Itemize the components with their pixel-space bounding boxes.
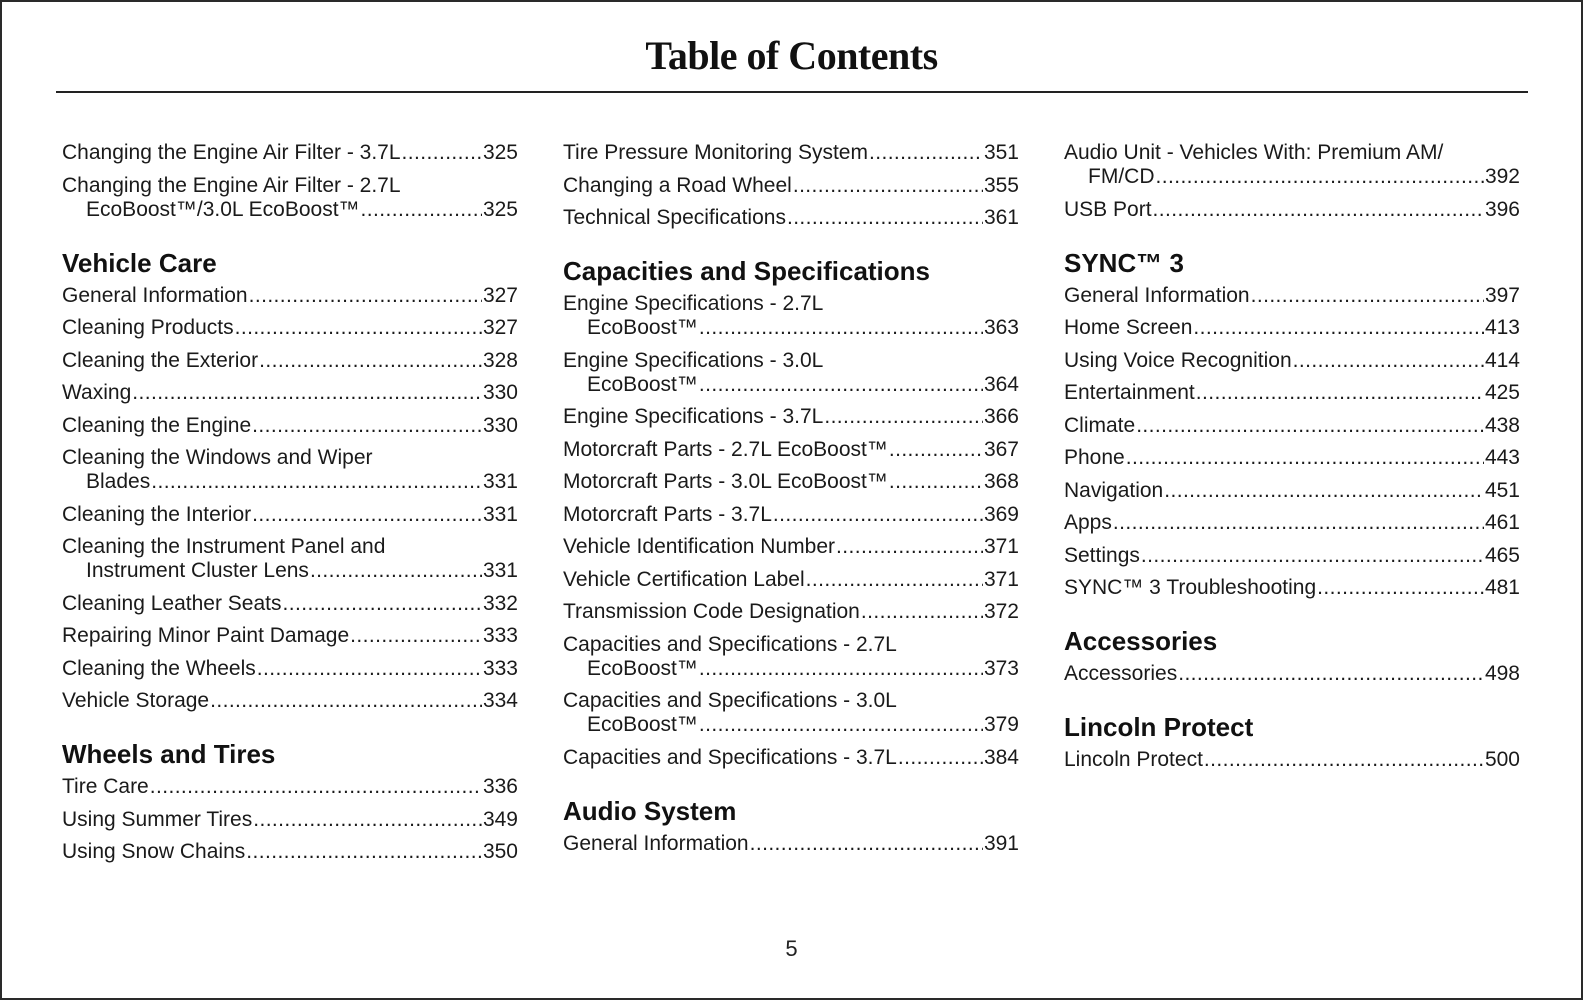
toc-entry-line [563,746,1019,770]
toc-entry-line [563,657,1019,681]
toc-entry[interactable] [1064,414,1520,438]
toc-entry[interactable] [62,316,518,340]
leader-dots [1153,198,1484,222]
toc-entry-title: Using Snow Chains [62,840,246,863]
section-heading: Accessories [1064,626,1218,656]
toc-entry-title: Vehicle Storage [62,689,210,712]
leader-dots [793,174,983,198]
toc-page-number: 332 [482,591,518,615]
toc-entry-line [62,559,518,583]
toc-entry-line [563,316,1019,340]
leader-dots [1126,446,1484,470]
toc-entry[interactable] [563,633,1019,681]
toc-entry-line [62,141,518,165]
leader-dots [252,503,482,527]
toc-entry-line [62,284,518,308]
toc-entry-line [1064,511,1520,535]
toc-entry-line [62,470,518,494]
toc-entry[interactable] [1064,284,1520,308]
toc-entry[interactable] [1064,479,1520,503]
leader-dots [246,840,482,864]
toc-page-number: 461 [1484,511,1520,534]
toc-entry-title: Changing a Road Wheel [563,173,792,197]
toc-entry-line [1064,316,1520,340]
toc-entry-title: Navigation [1064,478,1164,502]
toc-entry[interactable] [563,174,1019,198]
toc-page-number: 361 [983,206,1019,229]
leader-dots [235,316,482,340]
toc-entry-title: Using Summer Tires [62,807,253,831]
toc-entry-title: Motorcraft Parts - 2.7L EcoBoost™ [563,437,888,461]
toc-entry-line [1064,576,1520,600]
section-heading: SYNC™ 3 [1064,247,1184,278]
toc-page-number: 372 [983,600,1019,623]
toc-entry-title: Cleaning Products [62,316,234,339]
leader-dots [869,141,983,165]
toc-page-number: 438 [1484,413,1520,437]
toc-page-number: 481 [1484,576,1520,599]
toc-entry-title: Engine Specifications - 3.7L [563,405,824,428]
toc-entry[interactable] [1064,446,1520,470]
leader-dots [257,657,482,681]
toc-page-number: 443 [1484,446,1520,469]
toc-entry-title: Tire Care [62,775,149,798]
toc-entry[interactable] [62,808,518,832]
toc-entry-line [1064,748,1520,772]
toc-entry-title: Transmission Code Designation [563,600,860,623]
toc-entry[interactable] [62,284,518,308]
toc-entry[interactable] [563,405,1019,429]
toc-entry-title: Tire Pressure Monitoring System [563,141,868,164]
page-title: Table of Contents [645,33,938,78]
toc-entry[interactable] [563,349,1019,397]
toc-entry[interactable] [62,657,518,681]
toc-entry-title: Settings [1064,543,1140,567]
toc-entry-line [563,405,1019,429]
toc-entry[interactable] [563,535,1019,559]
leader-dots [402,141,482,165]
toc-entry-title: General Information [62,283,248,307]
toc-entry-title-continued: FM/CD [1088,165,1155,188]
toc-entry-title: General Information [563,831,749,855]
section-heading: Audio System [563,795,737,826]
toc-page-number: 451 [1484,478,1520,502]
toc-page-number: 330 [482,381,518,404]
leader-dots [898,746,983,770]
leader-dots [1196,381,1484,405]
leader-dots [1156,165,1484,189]
toc-page-number: 465 [1484,543,1520,567]
toc-page-number: 328 [482,348,518,372]
toc-entry-title: Climate [1064,413,1136,437]
toc-entry-title: SYNC™ 3 Troubleshooting [1064,576,1317,599]
toc-entry[interactable] [1064,381,1520,405]
leader-dots [1293,349,1484,373]
toc-entry[interactable] [62,592,518,616]
toc-entry[interactable] [1064,349,1520,373]
toc-entry[interactable] [62,381,518,405]
leader-dots [1317,576,1484,600]
toc-entry[interactable] [62,174,518,222]
leader-dots [252,414,482,438]
toc-entry-title-continued: EcoBoost™/3.0L EcoBoost™ [86,197,360,221]
toc-entry-line [1064,414,1520,438]
leader-dots [806,568,983,592]
toc-entry[interactable] [563,746,1019,770]
toc-page-number: 413 [1484,316,1520,339]
leader-dots [283,592,482,616]
section-heading: Capacities and Specifications [563,256,931,286]
toc-page-number: 351 [983,141,1019,164]
toc-page-number: 392 [1484,165,1520,188]
toc-page-number: 333 [482,624,518,647]
toc-entry-title: Capacities and Specifications - 2.7L [563,632,897,656]
toc-entry-title-continued: EcoBoost™ [587,316,698,339]
toc-page-number: 366 [983,405,1019,428]
leader-dots [699,713,983,737]
toc-entry-line [62,808,518,832]
toc-entry[interactable] [62,141,518,165]
toc-page-number: 498 [1484,662,1520,685]
leader-dots [787,206,983,230]
toc-entry-line [563,503,1019,527]
toc-entry[interactable] [62,414,518,438]
toc-page-number: 355 [983,173,1019,197]
toc-page-number: 333 [482,656,518,680]
toc-page-number: 371 [983,567,1019,591]
leader-dots [1204,748,1484,772]
title-divider [56,91,1528,93]
toc-page-number: 368 [983,470,1019,493]
toc-entry[interactable] [62,624,518,648]
toc-entry-line [563,535,1019,559]
toc-column-3 [1064,141,1520,781]
section-heading: Vehicle Care [62,247,217,278]
toc-page-number: 331 [482,559,518,582]
toc-page-number: 331 [482,470,518,493]
toc-entry-line [1064,284,1520,308]
toc-page-number: 369 [983,502,1019,526]
toc-page-number: 500 [1484,748,1520,771]
toc-page-number: 425 [1484,381,1520,404]
leader-dots [1136,414,1484,438]
toc-entry-title: Entertainment [1064,381,1195,404]
leader-dots [132,381,482,405]
toc-entry-title: Engine Specifications - 3.0L [563,348,824,372]
toc-entry-line [1064,381,1520,405]
toc-entry-line [563,206,1019,230]
toc-entry-title: Cleaning the Instrument Panel and [62,535,386,558]
toc-entry-line [563,713,1019,737]
toc-page-number: 379 [983,713,1019,736]
toc-entry-line [62,381,518,405]
toc-page-number: 373 [983,656,1019,680]
leader-dots [249,284,482,308]
toc-page-number: 384 [983,745,1019,769]
toc-page-number: 350 [482,840,518,863]
leader-dots [210,689,482,713]
toc-entry-title: Repairing Minor Paint Damage [62,624,350,647]
toc-page-number: 397 [1484,283,1520,307]
toc-entry-title: USB Port [1064,197,1152,221]
toc-entry-line [62,775,518,799]
toc-page-number: 327 [482,283,518,307]
toc-entry[interactable] [563,503,1019,527]
toc-page-number: 414 [1484,348,1520,372]
toc-entry-title: Waxing [62,381,132,404]
toc-page-number: 371 [983,535,1019,558]
toc-entry[interactable] [62,446,518,494]
toc-entry[interactable] [62,775,518,799]
toc-entry-title: Accessories [1064,662,1178,685]
leader-dots [861,600,983,624]
leader-dots [253,808,482,832]
toc-entry[interactable] [1064,662,1520,686]
toc-entry-line [1064,446,1520,470]
leader-dots [699,316,983,340]
toc-entry[interactable] [563,206,1019,230]
toc-entry-line [1064,165,1520,189]
toc-page-number: 336 [482,775,518,798]
toc-entry-title-continued: EcoBoost™ [587,656,698,680]
toc-entry-title-continued: Blades [86,470,151,493]
toc-entry-title-continued: EcoBoost™ [587,713,698,736]
toc-entry-title: Cleaning Leather Seats [62,591,282,615]
toc-entry-line [1064,479,1520,503]
toc-entry-title: Cleaning the Exterior [62,348,259,372]
leader-dots [1251,284,1484,308]
toc-entry-line [563,141,1019,165]
toc-entry[interactable] [1064,544,1520,568]
leader-dots [259,349,482,373]
toc-entry-title-continued: Instrument Cluster Lens [86,559,309,582]
toc-column-2 [563,141,1019,864]
toc-entry[interactable] [62,503,518,527]
toc-entry-title: Cleaning the Interior [62,502,252,526]
toc-entry[interactable] [563,470,1019,494]
leader-dots [1193,316,1484,340]
toc-page-number: 367 [983,437,1019,461]
toc-entry[interactable] [563,292,1019,340]
toc-entry[interactable] [62,689,518,713]
toc-page-number: 396 [1484,197,1520,221]
toc-page-number: 334 [482,689,518,712]
leader-dots [350,624,482,648]
leader-dots [824,405,983,429]
toc-entry-title-continued: EcoBoost™ [587,372,698,396]
toc-entry-title: Technical Specifications [563,206,786,229]
toc-entry-title: Apps [1064,511,1112,534]
toc-entry-title: Changing the Engine Air Filter - 3.7L [62,141,401,164]
leader-dots [699,373,983,397]
toc-entry-line [62,624,518,648]
toc-entry-line [563,568,1019,592]
leader-dots [699,657,983,681]
toc-entry[interactable] [1064,316,1520,340]
leader-dots [836,535,983,559]
toc-entry-line [62,198,518,222]
toc-entry-title: Cleaning the Wheels [62,656,256,680]
toc-page-number: 325 [482,141,518,164]
toc-entry-line [563,832,1019,856]
toc-entry-line [62,840,518,864]
leader-dots [150,775,482,799]
toc-entry-line [1064,349,1520,373]
toc-entry-line [1064,198,1520,222]
toc-entry[interactable] [1064,576,1520,600]
toc-page-number: 349 [482,807,518,831]
toc-entry[interactable] [62,349,518,373]
toc-entry-line [563,600,1019,624]
toc-page-number: 331 [482,502,518,526]
leader-dots [310,559,482,583]
toc-entry-title: Home Screen [1064,316,1193,339]
leader-dots [1113,511,1484,535]
toc-entry-line [1064,662,1520,686]
toc-entry[interactable] [62,535,518,583]
section-heading: Lincoln Protect [1064,712,1254,742]
toc-entry-title: Changing the Engine Air Filter - 2.7L [62,173,401,197]
toc-entry-title: Phone [1064,446,1125,469]
toc-page-number: 330 [482,413,518,437]
leader-dots [1141,544,1484,568]
leader-dots [151,470,482,494]
toc-entry[interactable] [62,840,518,864]
leader-dots [889,438,983,462]
toc-entry-title: Cleaning the Windows and Wiper [62,446,373,469]
leader-dots [361,198,482,222]
toc-entry-title: Engine Specifications - 2.7L [563,292,824,315]
toc-entry-title: Vehicle Identification Number [563,535,835,558]
toc-entry-title: Capacities and Specifications - 3.7L [563,745,897,769]
toc-entry-title: General Information [1064,283,1250,307]
toc-page-number: 364 [983,372,1019,396]
leader-dots [750,832,983,856]
toc-entry[interactable] [563,832,1019,856]
toc-entry[interactable] [1064,511,1520,535]
leader-dots [889,470,983,494]
toc-page-number: 327 [482,316,518,339]
toc-entry-title: Motorcraft Parts - 3.0L EcoBoost™ [563,470,888,493]
toc-entry[interactable] [563,141,1019,165]
toc-entry-line [563,373,1019,397]
toc-entry-line [1064,544,1520,568]
toc-entry[interactable] [1064,198,1520,222]
toc-entry[interactable] [563,689,1019,737]
toc-entry-title: Motorcraft Parts - 3.7L [563,502,772,526]
page-number: 5 [785,936,798,961]
toc-entry-line [62,503,518,527]
toc-entry-line [62,592,518,616]
toc-entry-line [563,438,1019,462]
toc-entry-title: Audio Unit - Vehicles With: Premium AM/ [1064,141,1444,164]
toc-entry-title: Cleaning the Engine [62,413,252,437]
toc-entry[interactable] [563,600,1019,624]
toc-entry-line [62,689,518,713]
leader-dots [773,503,983,527]
leader-dots [1178,662,1484,686]
toc-entry-title: Vehicle Certification Label [563,567,805,591]
section-heading: Wheels and Tires [62,739,276,769]
toc-entry-line [62,657,518,681]
leader-dots [1164,479,1484,503]
toc-page-number: 325 [482,197,518,221]
toc-column-1 [62,141,518,873]
toc-entry-line [62,414,518,438]
toc-entry[interactable] [563,438,1019,462]
toc-entry-line [62,349,518,373]
toc-entry-title: Using Voice Recognition [1064,348,1292,372]
toc-entry-title: Lincoln Protect [1064,748,1203,771]
toc-page-number: 363 [983,316,1019,339]
toc-entry-line [62,316,518,340]
toc-entry-title: Capacities and Specifications - 3.0L [563,689,897,712]
toc-entry[interactable] [1064,141,1520,189]
toc-entry-line [563,174,1019,198]
toc-entry[interactable] [563,568,1019,592]
toc-entry[interactable] [1064,748,1520,772]
toc-entry-line [563,470,1019,494]
toc-page-number: 391 [983,831,1019,855]
